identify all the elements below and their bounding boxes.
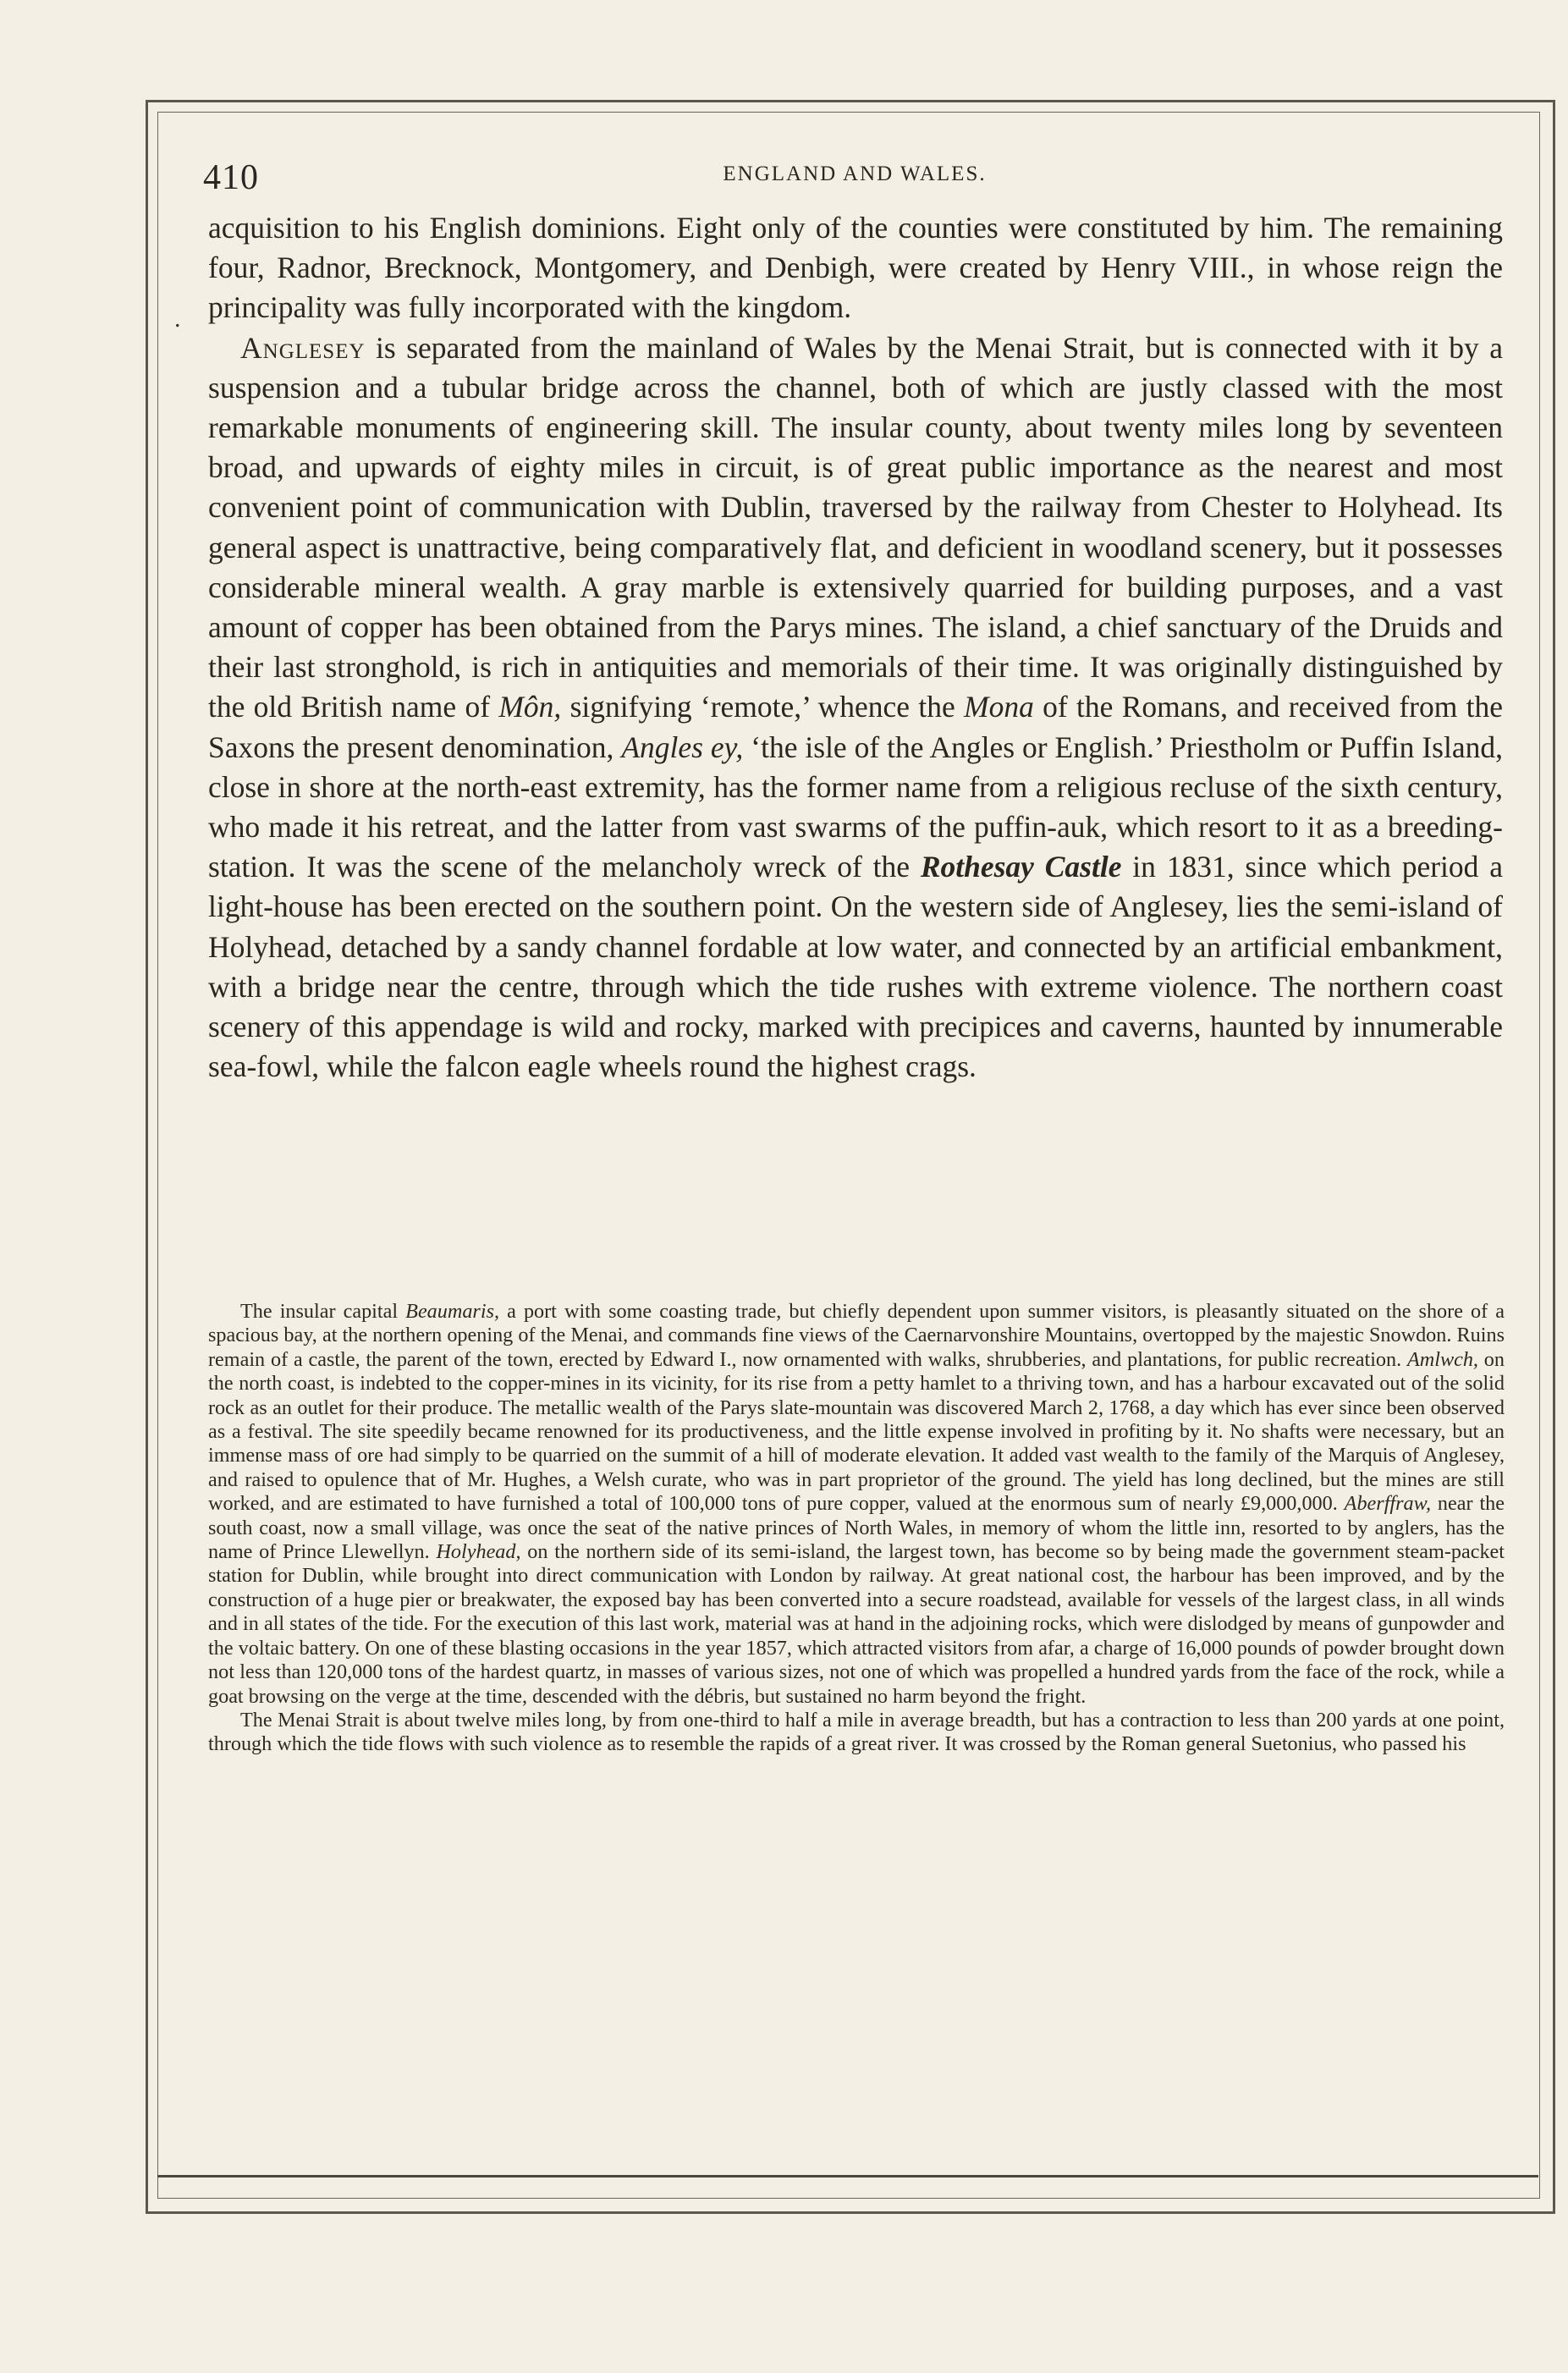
- running-head: ENGLAND AND WALES.: [723, 162, 987, 185]
- towns-text-3: on the north coast, is indebted to the copper-mines in its vicinity, for its rise from a petty hamlet to a thriving town, and has a harbour excavated out of the solid rock as an outlet for their produce. The metallic wealth of the Parys slate-mountain was discovered March 2, 1768, a day which has ever since been observed as a festival. The site speedily became renowned for its productiveness, and the little expense involved in profiting by it. No shafts were necessary, but an immense mass of ore had simply to be quarried on the summit of a hill of moderate elevation. It added vast wealth to the family of the Marquis of Anglesey, and raised to opulence that of Mr. Hughes, a Welsh curate, who was in part proprietor of the ground. The yield has long declined, but the mines are still worked, and are estimated to have furnished a total of 100,000 tons of pure copper, valued at the enormous sum of nearly £9,000,000.: [208, 1347, 1505, 1516]
- main-text: [208, 208, 1503, 1087]
- amlwch-term: Amlwch,: [1407, 1347, 1478, 1371]
- anglesey-text-5: in 1831, since which period a light-house has been erected on the southern point. On the western side of Anglesey, lies the semi-island of Holyhead, detached by a sandy channel fordable at low water, and connected by an artificial embankment, with a bridge near the centre, through which the tide rushes with extreme violence. The northern coast scenery of this appendage is wild and rocky, marked with precipices and caverns, haunted by innumerable sea-fowl, while the falcon eagle wheels round the highest crags.: [208, 850, 1503, 1084]
- paragraph-towns: [208, 1300, 1505, 1709]
- page-header: [203, 154, 1506, 205]
- paragraph-anglesey: [208, 328, 1503, 1087]
- paragraph-wales-counties: acquisition to his English dominions. Eight only of the counties were constituted by him. The remaining four, Radnor, Brecknock, Montgomery, and Denbigh, were created by Henry VIII., in whose reign the principality was fully incorporated with the kingdom.: [208, 211, 1503, 325]
- beaumaris-term: Beaumaris,: [405, 1300, 500, 1323]
- anglesey-text-3: of the Romans, and received from the Saxons the present denomination,: [208, 690, 1503, 764]
- holyhead-term: Holyhead,: [436, 1540, 521, 1564]
- towns-text-4: near the south coast, now a small village, was once the seat of the native princes of North Wales, in memory of whom the little inn, resorted to by anglers, has the name of Prince Llewellyn.: [208, 1492, 1505, 1564]
- angles-ey-term: Angles ey,: [621, 730, 744, 764]
- towns-text-2: a port with some coasting trade, but chiefly dependent upon summer visitors, is pleasantly situated on the shore of a spacious bay, at the northern opening of the Menai, and commands fine views of the Caernarvonshire Mountains, overtopped by the majestic Snowdon. Ruins remain of a castle, the parent of the town, erected by Edward I., now ornamented with walks, shrubberies, and plantations, for public recreation.: [208, 1300, 1505, 1371]
- page-number: 410: [203, 158, 259, 197]
- anglesey-text-1: is separated from the mainland of Wales by the Menai Strait, but is connected with it by a suspension and a tubular bridge across the channel, both of which are justly classed with the most remarkable monuments of engineering skill. The insular county, about twenty miles long by seventeen broad, and upwards of eighty miles in circuit, is of great public importance as the nearest and most convenient point of communication with Dublin, traversed by the railway from Chester to Holyhead. Its general aspect is unattractive, being comparatively flat, and deficient in woodland scenery, but it possesses considerable mineral wealth. A gray marble is extensively quarried for building purposes, and a vast amount of copper has been obtained from the Parys mines. The island, a chief sanctuary of the Druids and their last stronghold, is rich in antiquities and memorials of their time. It was originally distinguished by the old British name of: [208, 330, 1503, 724]
- towns-text-1: The insular capital: [240, 1300, 406, 1323]
- small-print-text: [208, 1300, 1505, 1757]
- anglesey-lead: Anglesey: [240, 330, 366, 365]
- rothesay-castle-term: Rothesay Castle: [920, 850, 1122, 884]
- page-border-bottom-rule: [157, 2175, 1538, 2178]
- margin-mark: .: [174, 305, 181, 333]
- mon-term: Môn,: [498, 690, 562, 724]
- paragraph-menai-strait: The Menai Strait is about twelve miles long, by from one-third to half a mile in average breadth, but has a contraction to less than 200 yards at one point, through which the tide flows with such violence as to resemble the rapids of a great river. It was crossed by the Roman general Suetonius, who passed his: [208, 1708, 1505, 1756]
- anglesey-text-4: ‘the isle of the Angles or English.’ Priestholm or Puffin Island, close in shore at the north-east extremity, has the former name from a religious recluse of the sixth century, who made it his retreat, and the latter from vast swarms of the puffin-auk, which resort to it as a breeding-station. It was the scene of the melancholy wreck of the: [208, 730, 1503, 884]
- aberffraw-term: Aberffraw,: [1344, 1492, 1432, 1516]
- anglesey-text-2: signifying ‘remote,’ whence the: [561, 690, 965, 724]
- mona-term: Mona: [964, 690, 1034, 724]
- towns-text-5: on the northern side of its semi-island, the largest town, has become so by being made the government steam-packet station for Dublin, while brought into direct communication with London by railway. At great national cost, the harbour has been improved, and by the construction of a huge pier or breakwater, the exposed bay has been converted into a secure roadstead, available for vessels of the largest class, in all winds and in all states of the tide. For the execution of this last work, material was at hand in the adjoining rocks, which were dislodged by means of gunpowder and the voltaic battery. On one of these blasting occasions in the year 1857, which attracted visitors from afar, a charge of 16,000 pounds of powder brought down not less than 120,000 tons of the hardest quartz, in masses of various sizes, not one of which was propelled a hundred yards from the face of the rock, while a goat browsing on the verge at the time, descended with the débris, but sustained no harm beyond the fright.: [208, 1540, 1505, 1708]
